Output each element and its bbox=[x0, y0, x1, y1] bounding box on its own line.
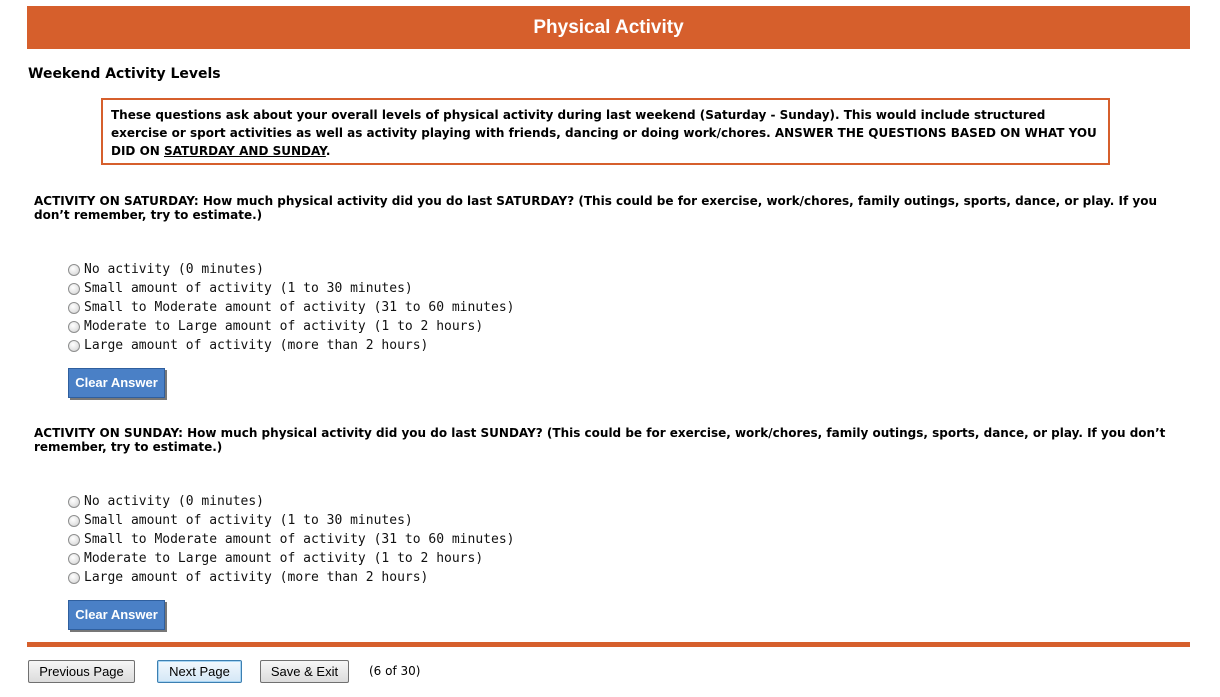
instructions-box bbox=[101, 98, 1110, 165]
sunday-option-large[interactable] bbox=[68, 568, 514, 587]
option-label: Large amount of activity (more than 2 hours) bbox=[84, 570, 429, 585]
option-label: Small amount of activity (1 to 30 minutes) bbox=[84, 281, 413, 296]
saturday-option-large[interactable] bbox=[68, 336, 514, 355]
sunday-clear-answer-button[interactable]: Clear Answer bbox=[68, 600, 165, 630]
radio-button[interactable] bbox=[68, 553, 80, 565]
question-sunday: ACTIVITY ON SUNDAY: How much physical activity did you do last SUNDAY? (This could be for exercise, work/chores, family outings, sports, dance, or play. If you don’t remember, try to estimate.) bbox=[34, 426, 1166, 454]
radio-button[interactable] bbox=[68, 302, 80, 314]
radio-button[interactable] bbox=[68, 321, 80, 333]
saturday-clear-answer-button[interactable]: Clear Answer bbox=[68, 368, 165, 398]
saturday-option-small-moderate[interactable] bbox=[68, 298, 514, 317]
radio-button[interactable] bbox=[68, 283, 80, 295]
question-saturday: ACTIVITY ON SATURDAY: How much physical activity did you do last SATURDAY? (This could be for exercise, work/chores, family outings, sports, dance, or play. If you don’t remember, try to estimate.) bbox=[34, 194, 1158, 222]
instructions-period: . bbox=[325, 144, 331, 158]
previous-page-button[interactable]: Previous Page bbox=[28, 660, 135, 683]
sunday-options bbox=[68, 492, 514, 587]
section-title: Weekend Activity Levels bbox=[28, 66, 221, 82]
saturday-options bbox=[68, 260, 514, 355]
save-exit-button[interactable]: Save & Exit bbox=[260, 660, 349, 683]
option-label: No activity (0 minutes) bbox=[84, 262, 265, 277]
sunday-option-small[interactable] bbox=[68, 511, 514, 530]
saturday-option-moderate-large[interactable] bbox=[68, 317, 514, 336]
sunday-option-small-moderate[interactable] bbox=[68, 530, 514, 549]
option-label: Moderate to Large amount of activity (1 to 2 hours) bbox=[84, 551, 484, 566]
radio-button[interactable] bbox=[68, 572, 80, 584]
radio-button[interactable] bbox=[68, 264, 80, 276]
next-page-button[interactable]: Next Page bbox=[157, 660, 242, 683]
option-label: No activity (0 minutes) bbox=[84, 494, 265, 509]
sunday-option-no-activity[interactable] bbox=[68, 492, 514, 511]
option-label: Small to Moderate amount of activity (31 to 60 minutes) bbox=[84, 300, 515, 315]
footer-divider bbox=[27, 642, 1190, 647]
saturday-option-small[interactable] bbox=[68, 279, 514, 298]
radio-button[interactable] bbox=[68, 534, 80, 546]
page-header: Physical Activity bbox=[27, 6, 1190, 49]
option-label: Small amount of activity (1 to 30 minutes) bbox=[84, 513, 413, 528]
saturday-option-no-activity[interactable] bbox=[68, 260, 514, 279]
radio-button[interactable] bbox=[68, 515, 80, 527]
option-label: Large amount of activity (more than 2 hours) bbox=[84, 338, 429, 353]
instructions-text: These questions ask about your overall levels of physical activity during last weekend (Saturday - Sunday). This would include structured exercise or sport activities as well as activity playing with friends, dancing or doing work/chores. ANSWER THE QUESTIONS BASED ON WHAT YOU DID ON bbox=[111, 108, 1097, 158]
instructions-emphasis: SATURDAY AND SUNDAY bbox=[164, 144, 326, 158]
page-indicator: (6 of 30) bbox=[369, 664, 421, 678]
sunday-option-moderate-large[interactable] bbox=[68, 549, 514, 568]
option-label: Small to Moderate amount of activity (31 to 60 minutes) bbox=[84, 532, 515, 547]
radio-button[interactable] bbox=[68, 496, 80, 508]
option-label: Moderate to Large amount of activity (1 to 2 hours) bbox=[84, 319, 484, 334]
radio-button[interactable] bbox=[68, 340, 80, 352]
